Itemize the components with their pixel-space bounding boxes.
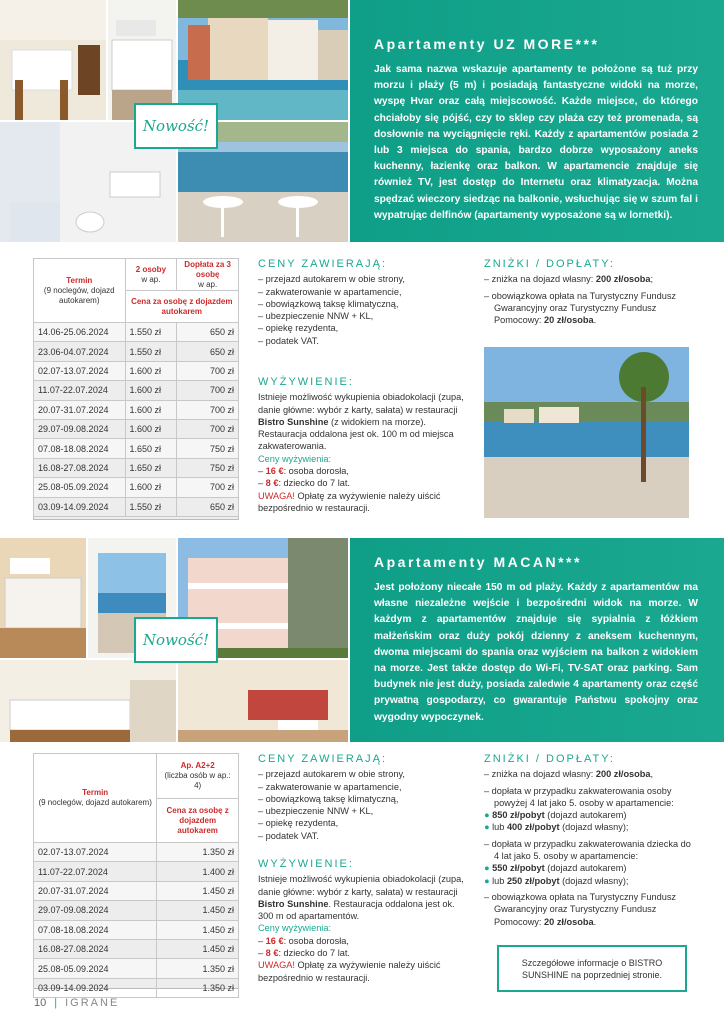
table-cell-p: 1.350 zł: [157, 978, 239, 997]
wyzywienie-text: Istnieje możliwość wykupienia obiadokolacji (zupa, danie główne: wybór z karty, sałata) w restauracji Bistro Sunshine (z widokiem na morze). Restauracja oddalona jest ok. 100 m od miejsca zakwaterowania.: [258, 392, 464, 452]
table-cell-p2: 1.650 zł: [125, 458, 177, 477]
oplata-item: – obowiązkowa opłata na Turystyczny Fundusz Gwarancyjny oraz Turystyczny Fundusz Pomocowy: 20 zł/osoba.: [484, 290, 677, 326]
table-cell-p3: 700 zł: [177, 400, 239, 419]
znizka-item: – zniżka na dojazd własny: 200 zł/osoba;: [484, 274, 654, 285]
doplata-dziecko-b: ● lub 250 zł/pobyt (dojazd własny);: [484, 875, 629, 886]
table-row: [34, 458, 239, 477]
table-cell-term: 20.07-31.07.2024: [34, 400, 126, 419]
child-price: – 8 €: dziecko do 7 lat.: [258, 948, 350, 959]
table-row: [34, 361, 239, 380]
table-row: [34, 419, 239, 438]
table-row: [34, 862, 239, 881]
new-badge: [134, 103, 218, 149]
table-row: [34, 400, 239, 419]
table-cell-p2: 1.600 zł: [125, 400, 177, 419]
table-cell-p3: 700 zł: [177, 419, 239, 438]
table-row: [34, 323, 239, 342]
table-cell-term: 20.07-31.07.2024: [34, 881, 157, 900]
offer1-title: Apartamenty UZ MORE***: [374, 36, 600, 52]
uwaga-note: UWAGA! Opłatę za wyżywienie należy uiścić bezpośrednio w restauracji.: [258, 960, 441, 983]
table-row: [34, 920, 239, 939]
footer-place: IGRANE: [65, 997, 120, 1009]
table-row: [34, 342, 239, 361]
bedroom-photo: [0, 660, 176, 742]
table-row: [34, 497, 239, 516]
table-cell-term: 29.07-09.08.2024: [34, 901, 157, 920]
table-cell-term: 25.08-05.09.2024: [34, 478, 126, 497]
table-cell-term: 07.08-18.08.2024: [34, 920, 157, 939]
badge-text: Nowość!: [142, 117, 210, 135]
table-row: [34, 978, 239, 997]
table-cell-p: 1.450 zł: [157, 939, 239, 958]
apartment-kitchen-photo: [0, 0, 106, 120]
col-cena: Cena za osobę z dojazdem autokarem: [157, 799, 239, 843]
col-termin: Termin (9 noclegów, dojazd autokarem): [34, 754, 157, 843]
child-price: – 8 €: dziecko do 7 lat.: [258, 478, 350, 489]
doplata-dziecko-item: – dopłata w przypadku zakwaterowania dziecka do 4 lat jako 5. osoby w apartamencie:: [484, 838, 691, 862]
offer1-wyzywienie-section: [258, 376, 470, 514]
offer1-description: Jak sama nazwa wskazuje apartamenty te położone są tuż przy morzu i plaży (5 m) i posiadają fantastyczne widoki na morze, wyspę Hvar oraz całą miejscowość. Każde miejsce, do którego chciałoby się pójść, czy to sklep czy plaża czy też promenada, są dosłownie na wyciągnięcie ręki. Każdy z apartamentów posiada 2 lub 3 miejsca do spania, bardzo dobrze wyposażony aneks kuchenny, łazienkę oraz balkon. W apartamencie znajduje się również TV, jest dostęp do Internetu oraz klimatyzacja. Można spędzać wieczory siedząc na balkonie, wsłuchując się w szum fal i wypatrując delfinów (apartamenty wyposażone są w lornetki).: [374, 64, 698, 221]
table-cell-term: 11.07-22.07.2024: [34, 862, 157, 881]
table-row: [34, 901, 239, 920]
offer2-wyzywienie-section: [258, 858, 470, 984]
table-cell-p2: 1.550 zł: [125, 342, 177, 361]
col-cena: Cena za osobę z dojazdem autokarem: [125, 291, 238, 323]
ceny-wyzywienia-label: Ceny wyżywienia:: [258, 923, 332, 934]
seafront-building-photo: [178, 0, 348, 120]
table-row: [34, 959, 239, 978]
table-cell-p: 1.350 zł: [157, 843, 239, 862]
offer2-ceny-section: [258, 753, 468, 842]
page-number: 10: [34, 997, 47, 1009]
badge-text: Nowość!: [142, 631, 210, 649]
znizka-item: – zniżka na dojazd własny: 200 zł/osoba,: [484, 769, 654, 780]
table-row: [34, 439, 239, 458]
table-cell-term: 14.06-25.06.2024: [34, 323, 126, 342]
table-cell-p3: 750 zł: [177, 439, 239, 458]
adult-price: – 16 €: osoba dorosła,: [258, 466, 349, 477]
table-cell-p2: 1.600 zł: [125, 419, 177, 438]
ceny-item: – podatek VAT.: [258, 335, 319, 346]
table-row: [34, 939, 239, 958]
table-cell-p: 1.400 zł: [157, 862, 239, 881]
wyzywienie-heading: WYŻYWIENIE:: [258, 376, 354, 388]
table-cell-term: 02.07-13.07.2024: [34, 361, 126, 380]
offer2-header: [350, 538, 724, 742]
bistro-info-box: [497, 945, 687, 992]
table-cell-p: 1.450 zł: [157, 881, 239, 900]
table-cell-term: 02.07-13.07.2024: [34, 843, 157, 862]
apartment-kitchenette-photo: [108, 0, 176, 120]
ceny-heading: CENY ZAWIERAJĄ:: [258, 753, 388, 765]
doplata-osoba-b: ● lub 400 zł/pobyt (dojazd własny);: [484, 822, 629, 833]
living-room-photo: [178, 660, 348, 742]
table-cell-p2: 1.550 zł: [125, 497, 177, 516]
col-2osoby: 2 osoby w ap.: [125, 259, 177, 291]
doplata-dziecko-a: ● 550 zł/pobyt (dojazd autokarem): [484, 863, 627, 874]
ceny-item: – zakwaterowanie w apartamencie,: [258, 286, 402, 297]
table-cell-p2: 1.600 zł: [125, 361, 177, 380]
table-cell-p2: 1.650 zł: [125, 439, 177, 458]
table-cell-term: 23.06-04.07.2024: [34, 342, 126, 361]
table-cell-term: 11.07-22.07.2024: [34, 381, 126, 400]
table-cell-p3: 650 zł: [177, 323, 239, 342]
offer2-znizki-section: [484, 753, 694, 928]
ceny-item: – zakwaterowanie w apartamencie,: [258, 781, 402, 792]
table-cell-p3: 700 zł: [177, 361, 239, 380]
table-cell-p3: 700 zł: [177, 381, 239, 400]
table-cell-p: 1.450 zł: [157, 901, 239, 920]
table-cell-p: 1.350 zł: [157, 959, 239, 978]
page-footer: [34, 997, 119, 1009]
ceny-item: – opiekę rezydenta,: [258, 323, 339, 334]
ceny-item: – ubezpieczenie NNW + KL,: [258, 806, 374, 817]
oplata-item: – obowiązkowa opłata na Turystyczny Fundusz Gwarancyjny oraz Turystyczny Fundusz Pomocowy: 20 zł/osoba.: [484, 891, 677, 927]
uwaga-note: UWAGA! Opłatę za wyżywienie należy uiścić bezpośrednio w restauracji.: [258, 490, 441, 513]
ceny-item: – obowiązkową taksę klimatyczną,: [258, 298, 399, 309]
table-cell-term: 16.08-27.08.2024: [34, 458, 126, 477]
table-cell-p3: 650 zł: [177, 342, 239, 361]
table-cell-p: 1.450 zł: [157, 920, 239, 939]
table-cell-p3: 750 zł: [177, 458, 239, 477]
doplata-osoba-item: – dopłata w przypadku zakwaterowania osoby powyżej 4 lat jako 5. osoby w apartamencie:: [484, 785, 674, 808]
table-cell-p2: 1.600 zł: [125, 478, 177, 497]
table-cell-term: 25.08-05.09.2024: [34, 959, 157, 978]
offer2-title: Apartamenty MACAN***: [374, 554, 582, 570]
table-row: [34, 478, 239, 497]
table-cell-term: 29.07-09.08.2024: [34, 419, 126, 438]
table-cell-term: 16.08-27.08.2024: [34, 939, 157, 958]
table-row: [34, 381, 239, 400]
col-doplata: Dopłata za 3 osobę w ap.: [177, 259, 239, 291]
znizki-heading: ZNIŻKI / DOPŁATY:: [484, 753, 615, 765]
table-cell-p2: 1.600 zł: [125, 381, 177, 400]
wyzywienie-text: Istnieje możliwość wykupienia obiadokolacji (zupa, danie główne: wybór z karty, sałata) w restauracji Bistro Sunshine. Restauracja oddalona jest ok. 300 m od apartamentów.: [258, 874, 464, 922]
table-row: [34, 843, 239, 862]
offer1-ceny-section: [258, 258, 468, 347]
offer2-price-table: [33, 753, 239, 998]
table-cell-p3: 700 zł: [177, 478, 239, 497]
new-badge: [134, 617, 218, 663]
znizki-heading: ZNIŻKI / DOPŁATY:: [484, 258, 615, 270]
ceny-item: – przejazd autokarem w obie strony,: [258, 769, 405, 780]
table-cell-term: 03.09-14.09.2024: [34, 978, 157, 997]
doplata-osoba-a: ● 850 zł/pobyt (dojazd autokarem): [484, 810, 627, 821]
adult-price: – 16 €: osoba dorosła,: [258, 935, 349, 946]
table-cell-term: 03.09-14.09.2024: [34, 497, 126, 516]
offer2-description: Jest położony niecałe 150 m od plaży. Każdy z apartamentów ma własne niezależne wejście i bezpośredni widok na morze. W każdym z apartamentów znajduje się sypialnia z łóżkiem małżeńskim oraz duży pokój dzienny z aneksem kuchennym, dwoma miejscami do spania oraz wyjściem na balkon z widokiem na morze. Jest także dostęp do Wi-Fi, TV-SAT oraz parking. Sam budynek nie jest duży, posiada zaledwie 4 apartamenty oraz część prywatną gospodarzy, co gwarantuje Państwu spokojny oraz wygodny wypoczynek.: [374, 582, 698, 723]
ceny-item: – ubezpieczenie NNW + KL,: [258, 311, 374, 322]
col-ap: Ap. A2+2 (liczba osób w ap.: 4): [157, 754, 239, 799]
ceny-item: – obowiązkową taksę klimatyczną,: [258, 793, 399, 804]
ceny-wyzywienia-label: Ceny wyżywienia:: [258, 453, 332, 464]
ceny-item: – opiekę rezydenta,: [258, 818, 339, 829]
ceny-item: – przejazd autokarem w obie strony,: [258, 274, 405, 285]
table-cell-term: 07.08-18.08.2024: [34, 439, 126, 458]
kitchen-photo: [0, 538, 86, 658]
ceny-heading: CENY ZAWIERAJĄ:: [258, 258, 388, 270]
table-row: [34, 881, 239, 900]
ceny-item: – podatek VAT.: [258, 830, 319, 841]
bistro-info-text: Szczegółowe informacje o BISTRO SUNSHINE na poprzedniej stronie.: [521, 957, 663, 980]
offer1-price-table: [33, 258, 239, 517]
footer-separator: |: [54, 997, 58, 1009]
offer1-header: [350, 0, 724, 242]
beach-promenade-photo: [484, 347, 689, 518]
table-cell-p2: 1.550 zł: [125, 323, 177, 342]
offer1-znizki-section: [484, 258, 690, 326]
table-cell-p3: 650 zł: [177, 497, 239, 516]
wyzywienie-heading: WYŻYWIENIE:: [258, 858, 354, 870]
col-termin: Termin (9 noclegów, dojazd autokarem): [34, 259, 126, 323]
